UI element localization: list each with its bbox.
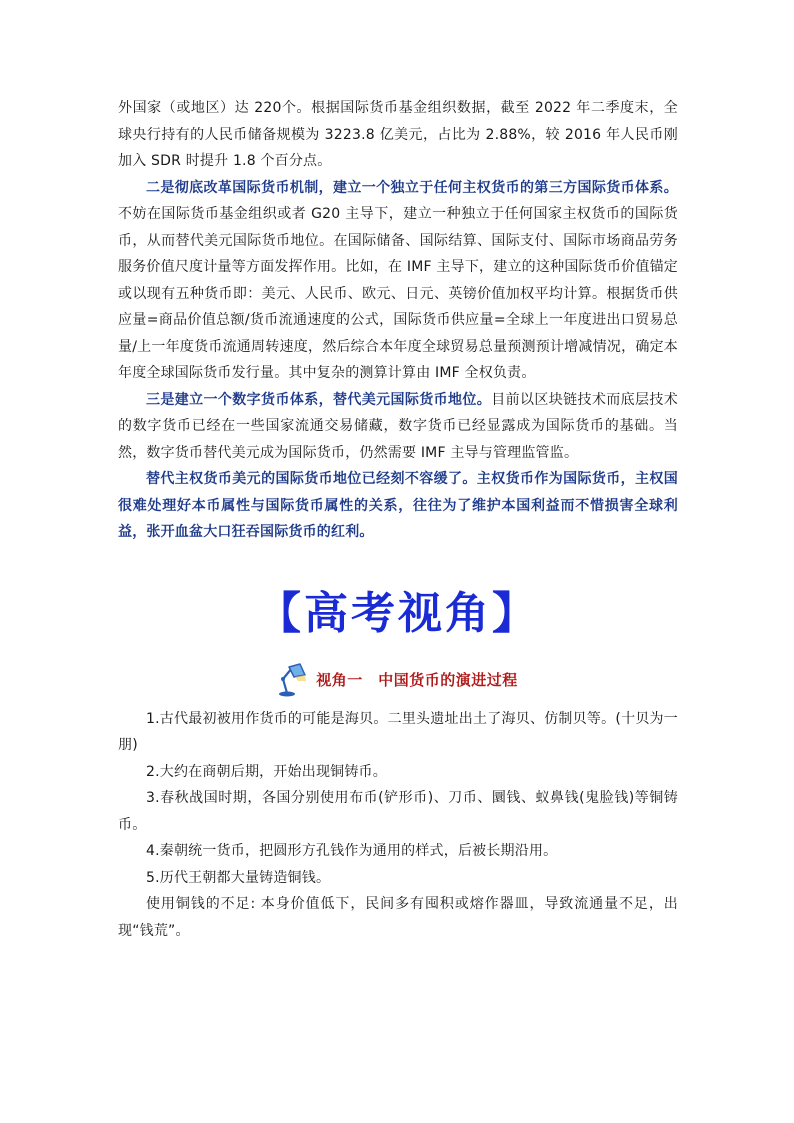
paragraph-rmb-reserve: 外国家（或地区）达 220个。根据国际货币基金组织数据，截至 2022 年二季度末，全球央行持有的人民币储备规模为 3223.8 亿美元，占比为 2.88%，较 2016 年人民币刚加入 SDR 时提升 1.8 个百分点。	[118, 100, 678, 169]
list-item: 1.古代最初被用作货币的可能是海贝。二里头遗址出土了海贝、仿制贝等。(十贝为一朋)	[118, 710, 678, 753]
paragraph-digital-currency-heading: 三是建立一个数字货币体系，替代美元国际货币地位。	[146, 391, 492, 408]
paragraph-reform-mechanism-body: 不妨在国际货币基金组织或者 G20 主导下，建立一种独立于任何国家主权货币的国际货币，从而替代美元国际货币地位。在国际储备、国际结算、国际支付、国际市场商品劳务服务价值尺度计量等方面发挥作用。比如，在 IMF 主导下，建立的这种国际货币价值锚定或以现有五种货币即：美元、人民币、欧元、日元、英镑价值加权平均计算。根据货币供应量=商品价值总额/货币流通速度的公式，国际货币供应量=全球上一年度进出口贸易总量/上一年度货币流通周转速度，然后综合本年度全球贸易总量预测预计增减情况，确定本年度全球国际货币发行量。其中复杂的测算计算由 IMF 全权负责。	[118, 206, 678, 381]
paragraph-digital-currency-body: 目前以区块链技术而底层技术的数字货币已经在一些国家流通交易储藏，数字货币已经显露成为国际货币的基础。当然，数字货币替代美元成为国际货币，仍然需要 IMF 主导与管理监管监。	[118, 391, 678, 461]
list-item: 4.秦朝统一货币，把圆形方孔钱作为通用的样式，后被长期沿用。	[146, 843, 558, 859]
document-body	[118, 95, 678, 944]
subsection-header	[118, 662, 678, 698]
paragraph-reform-mechanism	[118, 175, 678, 387]
section-title: 【高考视角】	[257, 587, 539, 639]
list-item: 使用铜钱的不足: 本身价值低下，民间多有囤积或熔作器皿，导致流通量不足，出现“钱荒”。	[118, 896, 678, 939]
list-item: 2.大约在商朝后期，开始出现铜铸币。	[146, 763, 387, 780]
evolution-list	[118, 706, 678, 945]
list-item: 3.春秋战国时期，各国分别使用布币(铲形币)、刀币、圜钱、蚁鼻钱(鬼脸钱)等铜铸币。	[118, 790, 678, 833]
list-item: 5.历代王朝都大量铸造铜钱。	[146, 869, 331, 886]
section-title-wrap	[118, 582, 678, 646]
paragraph-urgent-replacement: 替代主权货币美元的国际货币地位已经刻不容缓了。主权货币作为国际货币，主权国很难处理好本币属性与国际货币属性的关系，往往为了维护本国利益而不惜损害全球利益，张开血盆大口狂吞国际货币的红利。	[118, 471, 678, 540]
paragraph-digital-currency	[118, 387, 678, 467]
paragraph-reform-mechanism-heading: 二是彻底改革国际货币机制，建立一个独立于任何主权货币的第三方国际货币体系。	[146, 179, 678, 196]
desk-lamp-icon	[278, 663, 308, 697]
subsection-title: 视角一 中国货币的演进过程	[316, 671, 518, 689]
